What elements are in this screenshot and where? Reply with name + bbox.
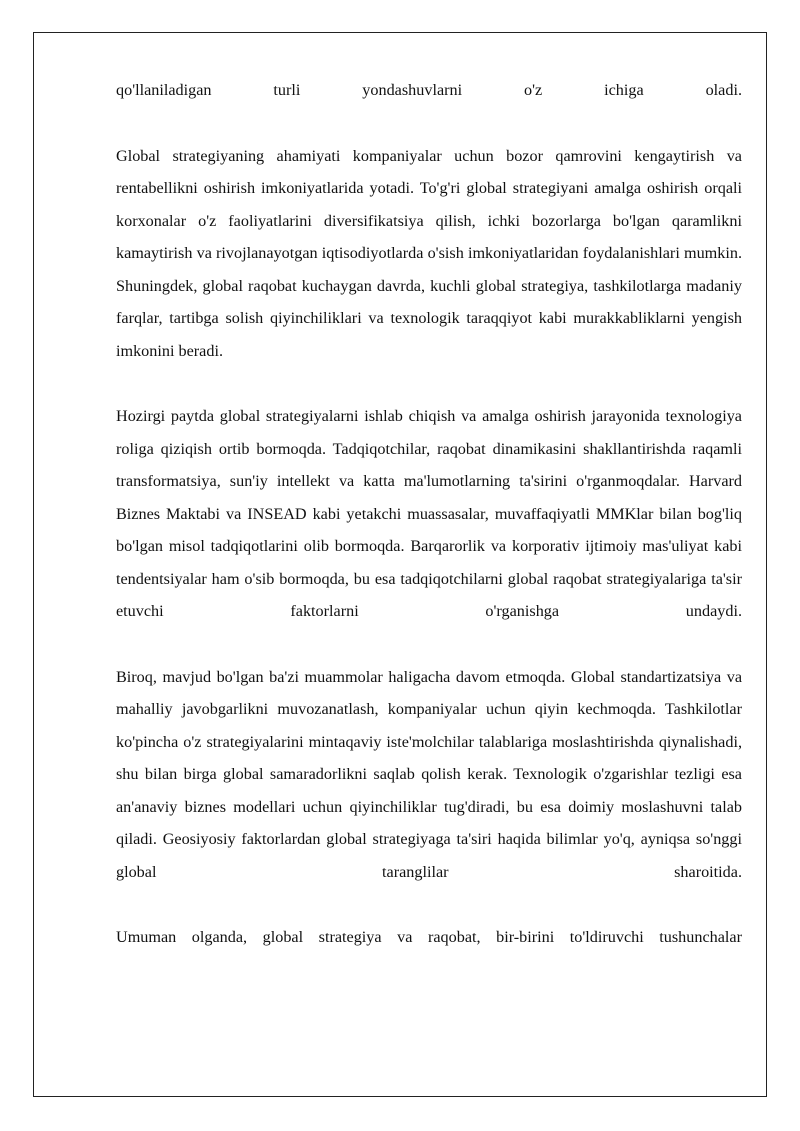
paragraph-1: qo'llaniladigan turli yondashuvlarni o'z ichiga oladi. (116, 81, 742, 99)
document-body (116, 74, 742, 954)
paragraph-5: Umuman olganda, global strategiya va raqobat, bir-birini to'ldiruvchi tushunchalar (116, 928, 742, 946)
paragraph-3: Hozirgi paytda global strategiyalarni ishlab chiqish va amalga oshirish jarayonida texnologiya roliga qiziqish ortib bormoqda. Tadqiqotchilar, raqobat dinamikasini shakllantirishda raqamli transformatsiya, sun'iy intellekt va katta ma'lumotlarning ta'sirini o'rganmoqdalar. Harvard Biznes Maktabi va INSEAD kabi yetakchi muassasalar, muvaffaqiyatli MMKlar bilan bog'liq bo'lgan misol tadqiqotlarini olib bormoqda. Barqarorlik va korporativ ijtimoiy mas'uliyat kabi tendentsiyalar ham o'sib bormoqda, bu esa tadqiqotchilarni global raqobat strategiyalariga ta'sir etuvchi faktorlarni o'rganishga undaydi. (116, 407, 742, 620)
paragraph-2: Global strategiyaning ahamiyati kompaniyalar uchun bozor qamrovini kengaytirish va rentabellikni oshirish imkoniyatlarida yotadi. To'g'ri global strategiyani amalga oshirish orqali korxonalar o'z faoliyatlarini diversifikatsiya qilish, ichki bozorlarga bo'lgan qaramlikni kamaytirish va rivojlanayotgan iqtisodiyotlarda o'sish imkoniyatlaridan foydalanishlari mumkin. Shuningdek, global raqobat kuchaygan davrda, kuchli global strategiya, tashkilotlarga madaniy farqlar, tartibga solish qiyinchiliklari va texnologik taraqqiyot kabi murakkabliklarni yengish imkonini beradi. (116, 146, 742, 360)
paragraph-4: Biroq, mavjud bo'lgan ba'zi muammolar haligacha davom etmoqda. Global standartizatsiya va mahalliy javobgarlikni muvozanatlash, kompaniyalar uchun qiyin kechmoqda. Tashkilotlar ko'pincha o'z strategiyalarini mintaqaviy iste'molchilar talablariga moslashtirishda qiynalishadi, shu bilan birga global samaradorlikni saqlab qolish kerak. Texnologik o'zgarishlar tezligi esa an'anaviy biznes modellari uchun qiyinchiliklar tug'diradi, bu esa doimiy moslashuvni talab qiladi. Geosiyosiy faktorlardan global strategiyaga ta'siri haqida bilimlar yo'q, ayniqsa so'nggi global taranglilar sharoitida. (116, 667, 742, 881)
